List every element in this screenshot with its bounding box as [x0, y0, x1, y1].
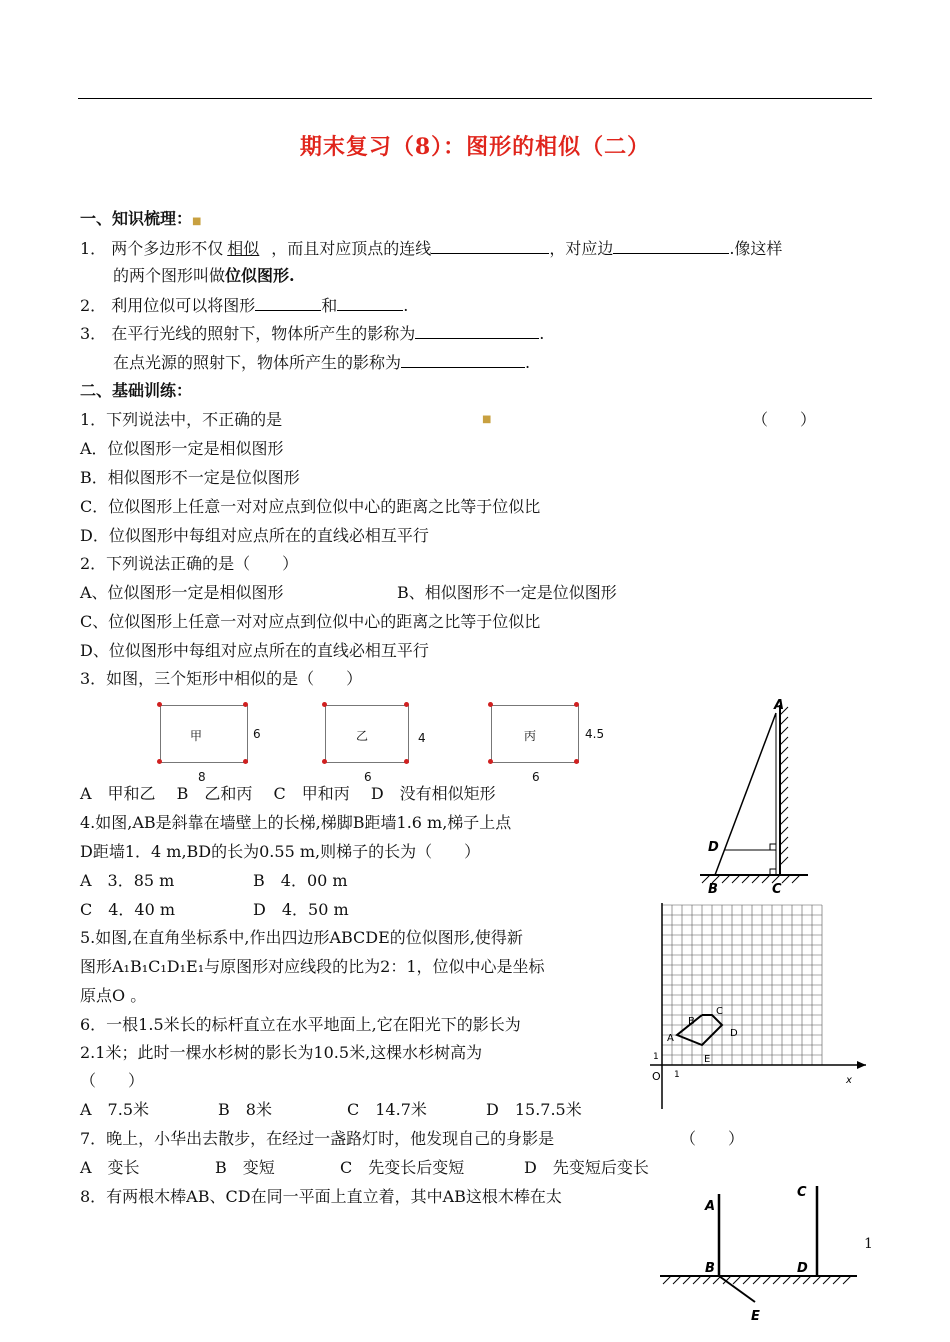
blank-5 [415, 320, 539, 339]
s2-q1-paren: （ ） [752, 410, 817, 429]
s1-q1-line1: 1． 两个多边形不仅 相似 ，而且对应顶点的连线 ，对应边 .像这样 [80, 235, 782, 259]
s2-q6-line2: 2.1米；此时一棵水杉树的影长为10.5米,这棵水杉树高为 [80, 1043, 483, 1062]
s1-q2: 2． 利用位似可以将图形 和 . [80, 292, 408, 316]
s2-q1-optA: A．位似图形一定是相似图形 [80, 439, 284, 458]
ladder-label-C: C [772, 882, 782, 897]
grid-figure [650, 903, 870, 1113]
page-number: 1 [864, 1236, 873, 1252]
grid-label-D: D [730, 1028, 738, 1039]
blank-4 [337, 292, 403, 311]
s1-q1-line2: 的两个图形叫做位似图形. [113, 266, 295, 285]
ladder-figure [690, 695, 810, 900]
ladder-label-A: A [774, 698, 785, 713]
sticks-label-A: A [705, 1199, 716, 1214]
quadrilateral-ABCDE [677, 1015, 722, 1045]
s1-q3-line2: 在点光源的照射下，物体所产生的影称为 . [113, 349, 530, 373]
answer-similar: 相似 [227, 239, 260, 258]
x-axis-label: x [846, 1075, 852, 1086]
ladder-label-D: D [708, 840, 719, 855]
s2-q7-optB: B 变短 [215, 1158, 275, 1177]
s2-q1-optB: B．相似图形不一定是位似图形 [80, 468, 300, 487]
grid-lines [662, 905, 822, 1065]
x-unit-label: 1 [674, 1070, 680, 1080]
sticks-label-E: E [751, 1309, 760, 1324]
blank-2 [613, 235, 729, 254]
sticks-label-B: B [705, 1261, 715, 1276]
s2-q6-line1: 6．一根1.5米长的标杆直立在水平地面上,它在阳光下的影长为 [80, 1015, 521, 1034]
s2-q1-optD: D．位似图形中每组对应点所在的直线必相互平行 [80, 526, 429, 545]
sticks-label-C: C [797, 1185, 807, 1200]
origin-label: O [652, 1070, 661, 1083]
grid-label-E: E [704, 1054, 711, 1065]
s2-q7-optA: A 变长 [80, 1158, 140, 1177]
s2-q2-optC: C、位似图形上任意一对对应点到位似中心的距离之比等于位似比 [80, 612, 541, 631]
s2-q2-optB: B、相似图形不一定是位似图形 [397, 583, 617, 602]
s2-q2-optA: A、位似图形一定是相似图形 [80, 583, 284, 602]
s2-q7-optC: C 先变长后变短 [340, 1158, 465, 1177]
y-unit-label: 1 [653, 1052, 659, 1062]
s2-q4-line2: D距墙1．4 m,BD的长为0.55 m,则梯子的长为（ ） [80, 842, 481, 861]
s2-q4-optC: C 4．40 m [80, 900, 176, 919]
s2-q7-paren: （ ） [680, 1129, 745, 1148]
section1-heading: 一、知识梳理：■ [80, 209, 202, 228]
s2-q5-line3: 原点O 。 [80, 986, 147, 1005]
s2-q1: 1．下列说法中，不正确的是 [80, 410, 283, 429]
blank-1 [431, 235, 549, 254]
s2-q5-line1: 5.如图,在直角坐标系中,作出四边形ABCDE的位似图形,使得新 [80, 928, 523, 947]
s1-q3-line1: 3． 在平行光线的照射下，物体所产生的影称为 . [80, 320, 544, 344]
s2-q5-line2: 图形A₁B₁C₁D₁E₁与原图形对应线段的比为2：1，位似中心是坐标 [80, 957, 545, 976]
sticks-figure [655, 1180, 865, 1342]
top-rule [78, 98, 872, 99]
grid-label-A: A [667, 1033, 674, 1044]
s2-q8: 8．有两根木棒AB、CD在同一平面上直立着，其中AB这根木棒在太 [80, 1187, 562, 1206]
s2-q6-optA: A 7.5米 [80, 1100, 150, 1119]
s2-q4-optD: D 4．50 m [253, 900, 349, 919]
s2-q4-line1: 4.如图,AB是斜靠在墙壁上的长梯,梯脚B距墙1.6 m,梯子上点 [80, 813, 512, 832]
s2-q4-optA: A 3．85 m [80, 871, 175, 890]
s2-q3-options: A 甲和乙 B 乙和丙 C 甲和丙 D 没有相似矩形 [80, 784, 496, 803]
grid-label-C: C [716, 1006, 723, 1017]
s2-q3: 3．如图，三个矩形中相似的是（ ） [80, 669, 363, 688]
s2-q2: 2．下列说法正确的是（ ） [80, 554, 299, 573]
s2-q6-optD: D 15.7.5米 [486, 1100, 582, 1119]
page-title: 期末复习（8）：图形的相似（二） [299, 134, 651, 160]
stray-dot: ■ [482, 414, 492, 425]
s2-q2-optD: D、位似图形中每组对应点所在的直线必相互平行 [80, 641, 429, 660]
s2-q4-optB: B 4．00 m [253, 871, 348, 890]
sticks-label-D: D [797, 1261, 808, 1276]
s2-q7-optD: D 先变短后变长 [524, 1158, 649, 1177]
s2-q1-optC: C．位似图形上任意一对对应点到位似中心的距离之比等于位似比 [80, 497, 541, 516]
ladder-label-B: B [708, 882, 718, 897]
s2-q6-line3: （ ） [80, 1071, 145, 1090]
blank-3 [255, 292, 321, 311]
s2-q6-optB: B 8米 [218, 1100, 272, 1119]
s2-q7: 7．晚上，小华出去散步，在经过一盏路灯时，他发现自己的身影是 [80, 1129, 555, 1148]
section2-heading: 二、基础训练： [80, 381, 193, 400]
blank-6 [401, 349, 525, 368]
s2-q6-optC: C 14.7米 [347, 1100, 427, 1119]
grid-label-B: B [688, 1016, 695, 1027]
